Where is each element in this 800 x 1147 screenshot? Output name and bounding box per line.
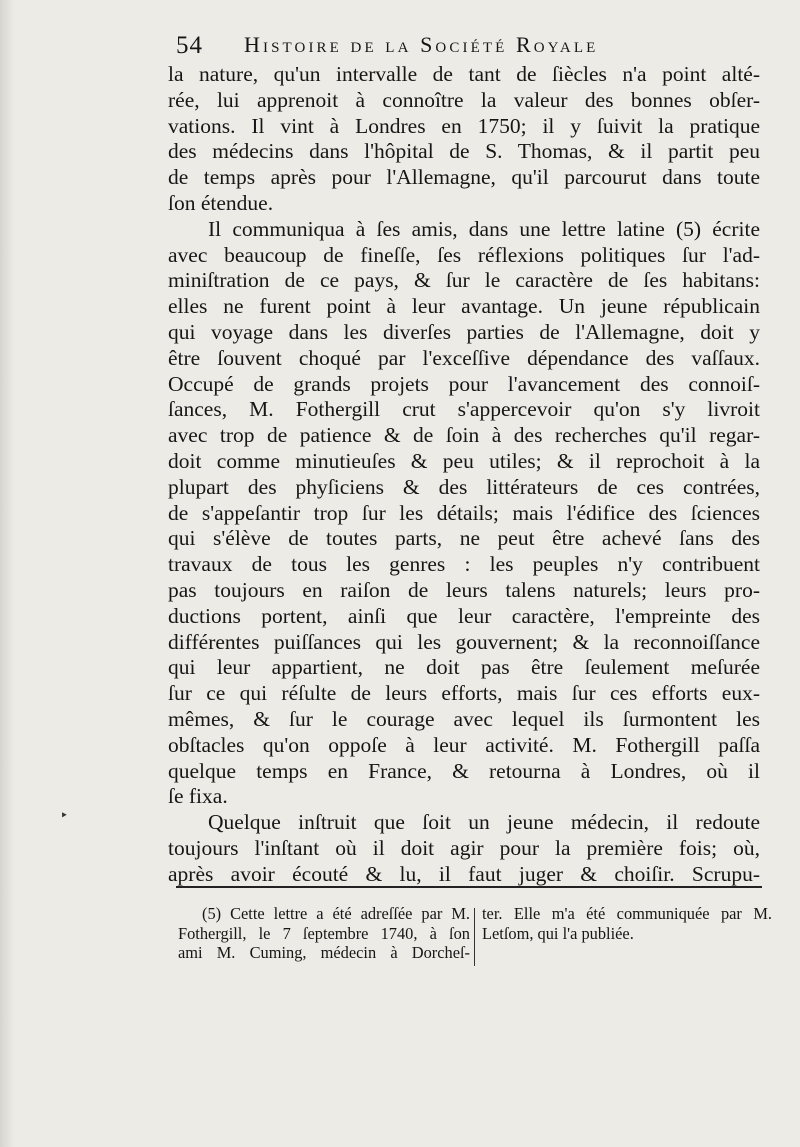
- text-line: qui leur appartient, ne doit pas être ſeulement meſurée: [168, 655, 760, 680]
- paragraph-start-line: Quelque inſtruit que ſoit un jeune médecin, il redoute: [208, 810, 760, 835]
- text-line: travaux de tous les genres : les peuples n'y contribuent: [168, 552, 760, 577]
- body-text: [168, 62, 760, 888]
- text-line: ſur ce qui réſulte de leurs efforts, mais ſur ces efforts eux-: [168, 681, 760, 706]
- text-line: ſe fixa.: [168, 784, 228, 809]
- text-line: rée, lui apprenoit à connoître la valeur des bonnes obſer-: [168, 87, 760, 112]
- footnote-rule: [176, 886, 762, 888]
- footnote-column-divider: [474, 908, 475, 966]
- text-line: pas toujours en raiſon de leurs talens naturels; leurs pro-: [168, 577, 760, 602]
- page-number: 54: [176, 32, 203, 59]
- text-line: qui voyage dans les diverſes parties de l'Allemagne, doit y: [168, 319, 760, 344]
- paragraph-start-line: Il communiqua à ſes amis, dans une lettre latine (5) écrite: [208, 216, 760, 241]
- footnote-column-right: [482, 904, 772, 943]
- text-line: toujours l'inſtant où il doit agir pour la première fois; où,: [168, 835, 760, 860]
- footnote-column-left: [178, 904, 470, 963]
- running-head: Histoire de la Société Royale: [244, 32, 599, 57]
- footnote-line: (5) Cette lettre a été adreſſée par M.: [202, 904, 470, 923]
- text-line: de temps après pour l'Allemagne, qu'il parcourut dans toute: [168, 165, 760, 190]
- text-line: la nature, qu'un intervalle de tant de ſiècles n'a point alté-: [168, 62, 760, 86]
- page-header: [176, 28, 766, 62]
- text-line: ſances, M. Fothergill crut s'appercevoir qu'on s'y livroit: [168, 397, 760, 422]
- text-line: doit comme minutieuſes & peu utiles; & il reprochoit à la: [168, 448, 760, 473]
- page-gutter-shadow: [0, 0, 14, 1147]
- text-line: avec beaucoup de fineſſe, ſes réflexions politiques ſur l'ad-: [168, 242, 760, 267]
- text-line: miniſtration de ce pays, & ſur le caractère de ſes habitans:: [168, 268, 760, 293]
- text-line: ſon étendue.: [168, 190, 274, 215]
- text-line: mêmes, & ſur le courage avec lequel ils ſurmontent les: [168, 706, 760, 731]
- text-line: qui s'élève de toutes parts, ne peut être achevé ſans des: [168, 526, 760, 551]
- text-line: quelque temps en France, & retourna à Londres, où il: [168, 758, 760, 783]
- text-line: obſtacles qu'on oppoſe à leur activité. M. Fothergill paſſa: [168, 732, 760, 757]
- text-line: plupart des phyſiciens & des littérateurs de ces contrées,: [168, 474, 760, 499]
- footnote-line: ami M. Cuming, médecin à Dorcheſ-: [178, 943, 470, 962]
- text-line: de s'appeſantir trop ſur les détails; mais l'édifice des ſciences: [168, 500, 760, 525]
- text-line: vations. Il vint à Londres en 1750; il y ſuivit la pratique: [168, 113, 760, 138]
- footnote-line: Fothergill, le 7 ſeptembre 1740, à ſon: [178, 923, 470, 943]
- footnote-line: Letſom, qui l'a publiée.: [482, 923, 634, 943]
- text-line: après avoir écouté & lu, il faut juger & choiſir. Scrupu-: [168, 861, 760, 886]
- text-line: ductions portent, ainſi que leur caractère, l'empreinte des: [168, 603, 760, 628]
- ink-speck: ‣: [60, 808, 69, 824]
- text-line: avec trop de patience & de ſoin à des recherches qu'il regar-: [168, 423, 760, 448]
- text-line: Occupé de grands projets pour l'avancement des connoiſ-: [168, 371, 760, 396]
- text-line: différentes puiſſances qui les gouvernent; & la reconnoiſſance: [168, 629, 760, 654]
- text-line: être ſouvent choqué par l'exceſſive dépendance des vaſſaux.: [168, 345, 760, 370]
- text-line: des médecins dans l'hôpital de S. Thomas, & il partit peu: [168, 139, 760, 164]
- footnote-line: ter. Elle m'a été communiquée par M.: [482, 904, 772, 923]
- text-line: elles ne furent point à leur avantage. Un jeune républicain: [168, 294, 760, 319]
